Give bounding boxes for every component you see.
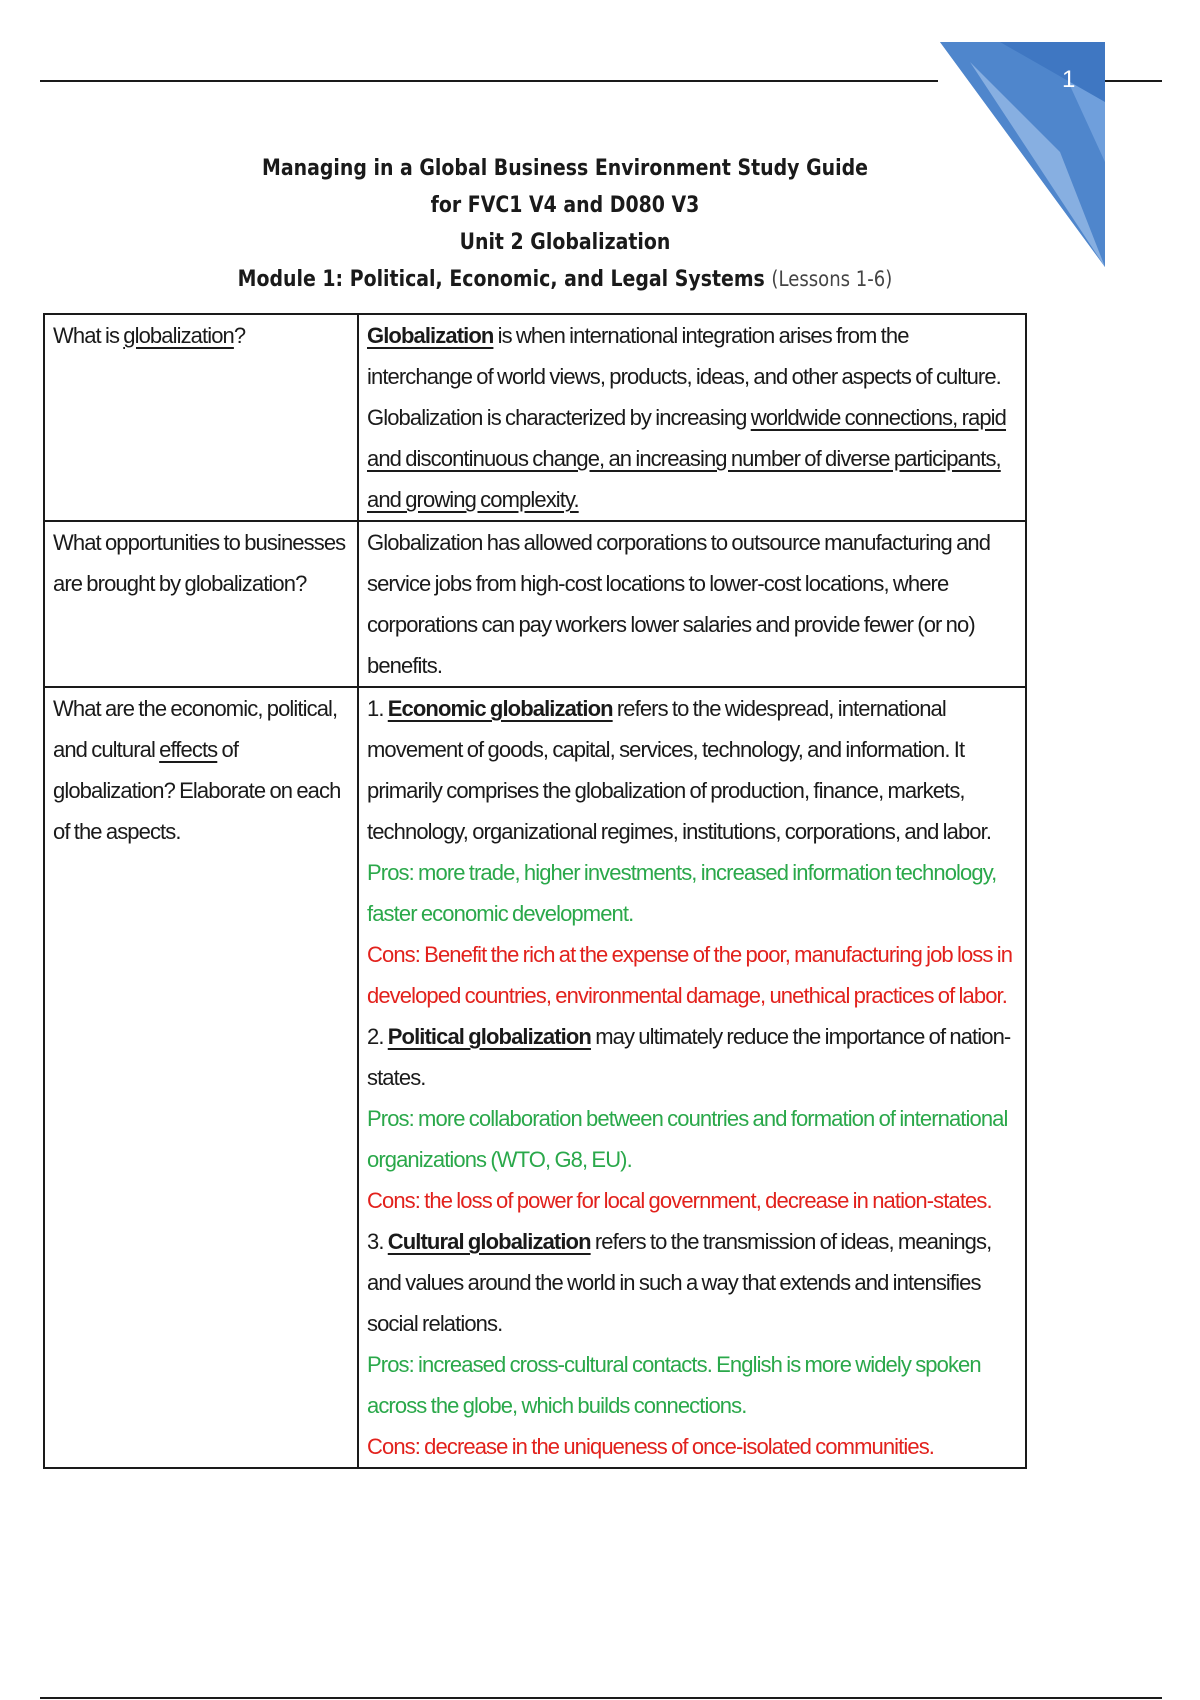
- cultural-cons: Cons: decrease in the uniqueness of once-isolated communities.: [367, 1434, 935, 1459]
- item-number: 2.: [367, 1024, 388, 1049]
- economic-section: [367, 688, 1017, 852]
- module-heading: [79, 261, 1051, 298]
- question-text: What are the economic, political, and cultural: [53, 696, 338, 762]
- answer-highlight: worldwide connections, rapid and discontinuous change, an increasing number of diverse participants, and growing complexity.: [367, 405, 1007, 512]
- question-cell: What opportunities to businesses are brought by globalization?: [44, 521, 358, 687]
- module-title: Module 1: Political, Economic, and Legal Systems: [237, 267, 765, 292]
- footer-rule: [40, 1697, 1162, 1699]
- economic-cons: Cons: Benefit the rich at the expense of the poor, manufacturing job loss in developed countries, environmental damage, unethical practices of labor.: [367, 942, 1013, 1008]
- question-cell: [44, 314, 358, 521]
- economic-text: refers to the widespread, international movement of goods, capital, services, technology, and information. It primarily comprises the globalization of production, finance, markets, technology, organizational regimes, institutions, corporations, and labor.: [367, 696, 992, 844]
- answer-text: is when international integration arises from the interchange of world views, products, ideas, and other aspects of culture. Globalization is characterized by increasing: [367, 323, 1001, 430]
- table-row: [44, 521, 1026, 687]
- table-row: [44, 687, 1026, 1468]
- answer-term: Globalization: [367, 323, 494, 348]
- political-text: may ultimately reduce the importance of nation-states.: [367, 1024, 1011, 1090]
- question-text: ?: [233, 323, 246, 348]
- answer-cell: Globalization has allowed corporations to outsource manufacturing and service jobs from high-cost locations to lower-cost locations, where corporations can pay workers lower salaries and provide fewer (or no) benefits.: [358, 521, 1026, 687]
- document-title: Managing in a Global Business Environment Study Guide: [262, 156, 868, 181]
- question-cell: [44, 687, 358, 1468]
- item-number: 1.: [367, 696, 388, 721]
- cultural-text: refers to the transmission of ideas, meanings, and values around the world in such a way that extends and intensifies social relations.: [367, 1229, 992, 1336]
- question-text: What is: [53, 323, 124, 348]
- political-section: [367, 1016, 1017, 1098]
- study-guide-table: [43, 313, 1027, 1469]
- course-codes: for FVC1 V4 and D080 V3: [430, 193, 700, 218]
- table-row: [44, 314, 1026, 521]
- header-rule-left: [40, 80, 938, 82]
- answer-cell: [358, 687, 1026, 1468]
- political-cons: Cons: the loss of power for local government, decrease in nation-states.: [367, 1188, 992, 1213]
- module-lessons: (Lessons 1-6): [771, 267, 893, 291]
- question-text: of globalization? Elaborate on each of the aspects.: [53, 737, 341, 844]
- cultural-section: [367, 1221, 1017, 1344]
- political-term: Political globalization: [387, 1024, 591, 1049]
- document-header: [0, 150, 1130, 298]
- cultural-term: Cultural globalization: [387, 1229, 591, 1254]
- page-number: 1: [1062, 66, 1076, 93]
- item-number: 3.: [367, 1229, 388, 1254]
- header-rule-right: [1105, 80, 1162, 82]
- economic-term: Economic globalization: [387, 696, 613, 721]
- economic-pros: Pros: more trade, higher investments, increased information technology, faster economic development.: [367, 860, 997, 926]
- answer-cell: [358, 314, 1026, 521]
- unit-title: Unit 2 Globalization: [459, 230, 671, 255]
- question-term: effects: [159, 737, 218, 762]
- political-pros: Pros: more collaboration between countries and formation of international organizations (WTO, G8, EU).: [367, 1106, 1008, 1172]
- question-term: globalization: [123, 323, 234, 348]
- cultural-pros: Pros: increased cross-cultural contacts. English is more widely spoken across the globe, which builds connections.: [367, 1352, 981, 1418]
